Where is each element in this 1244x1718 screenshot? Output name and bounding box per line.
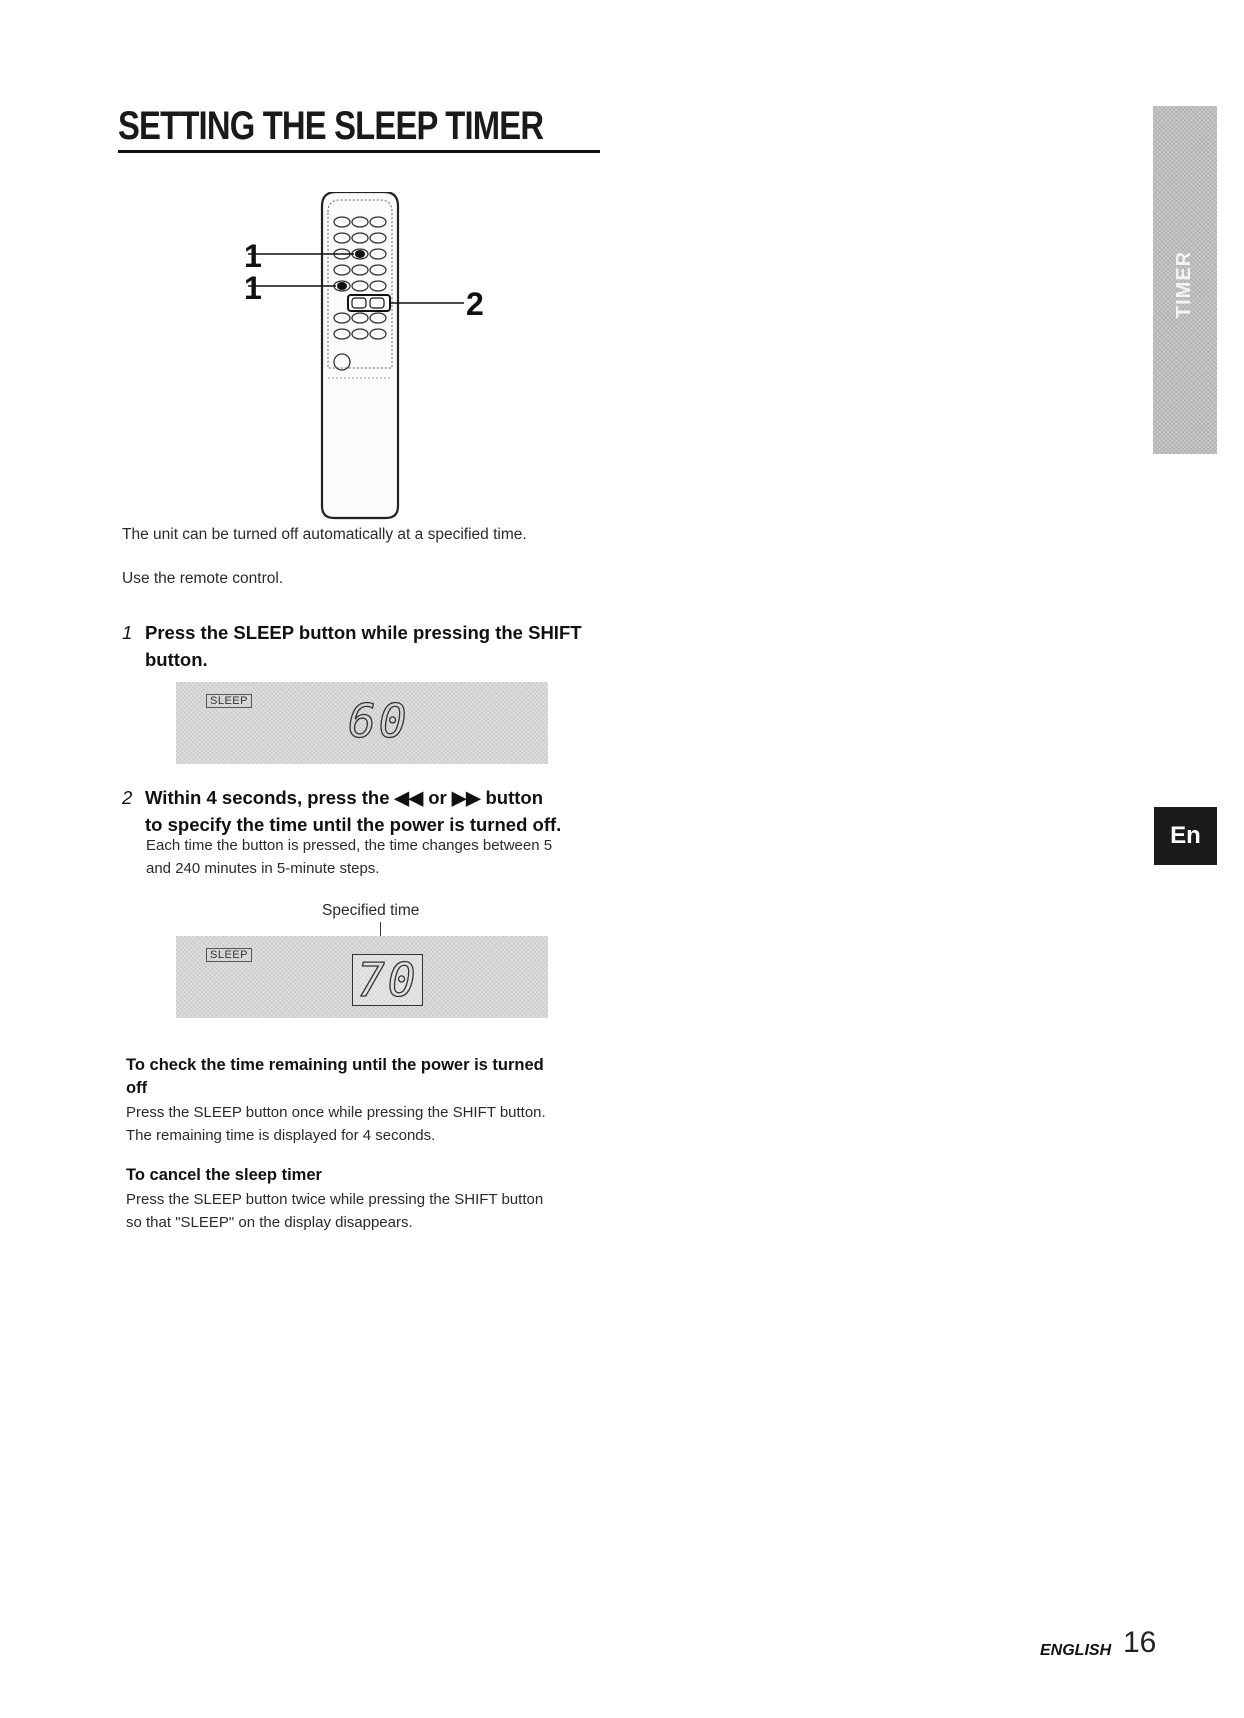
side-tab-label — [1170, 244, 1200, 324]
callout-step-1a: 1 — [244, 238, 262, 274]
cancel-heading: To cancel the sleep timer — [126, 1166, 322, 1184]
step-1-line-1: Press the SLEEP button while pressing the SHIFT — [145, 622, 582, 643]
cancel-body-line-1: Press the SLEEP button twice while pressing the SHIFT button — [126, 1191, 544, 1208]
display-panel-step-1 — [176, 682, 548, 764]
specified-time-label: Specified time — [322, 902, 420, 919]
check-heading-line-1: To check the time remaining until the power is turned — [126, 1056, 544, 1074]
callout-step-2: 2 — [466, 286, 484, 322]
step-1-line-2: button. — [145, 649, 208, 670]
step-2 — [122, 784, 702, 840]
step-2-number: 2 — [122, 787, 133, 808]
step-2-line-1: Within 4 seconds, press the ◀◀ or ▶▶ button — [145, 787, 543, 808]
remote-control-illustration — [236, 192, 492, 522]
display-digits: 60 — [348, 694, 410, 748]
footer-language: ENGLISH — [1040, 1642, 1112, 1659]
display-panel-step-2 — [176, 936, 548, 1018]
check-heading-line-2: off — [126, 1079, 148, 1097]
step-2-line-2: to specify the time until the power is turned off. — [145, 814, 562, 835]
side-tab-text: TIMER — [1173, 250, 1196, 318]
check-body-line-1: Press the SLEEP button once while pressing the SHIFT button. — [126, 1104, 546, 1121]
intro-instruction: Use the remote control. — [122, 570, 284, 587]
remote-control-icon — [236, 192, 492, 522]
step-1-number: 1 — [122, 622, 133, 643]
display-digits: 70 — [352, 954, 423, 1006]
page-number: 16 — [1123, 1626, 1157, 1659]
step-1 — [122, 619, 682, 675]
intro-text: The unit can be turned off automatically at a specified time. — [122, 526, 527, 543]
check-body-line-2: The remaining time is displayed for 4 seconds. — [126, 1127, 436, 1144]
step-2-note-line-1: Each time the button is pressed, the time changes between 5 — [146, 837, 553, 854]
callout-step-1b: 1 — [244, 270, 262, 306]
title-underline — [118, 150, 600, 153]
sleep-indicator: SLEEP — [206, 694, 252, 708]
sleep-indicator: SLEEP — [206, 948, 252, 962]
step-2-note-line-2: and 240 minutes in 5-minute steps. — [146, 860, 380, 877]
cancel-body-line-2: so that "SLEEP" on the display disappears. — [126, 1214, 413, 1231]
language-badge: En — [1154, 807, 1217, 865]
page-title: SETTING THE SLEEP TIMER — [118, 104, 544, 148]
